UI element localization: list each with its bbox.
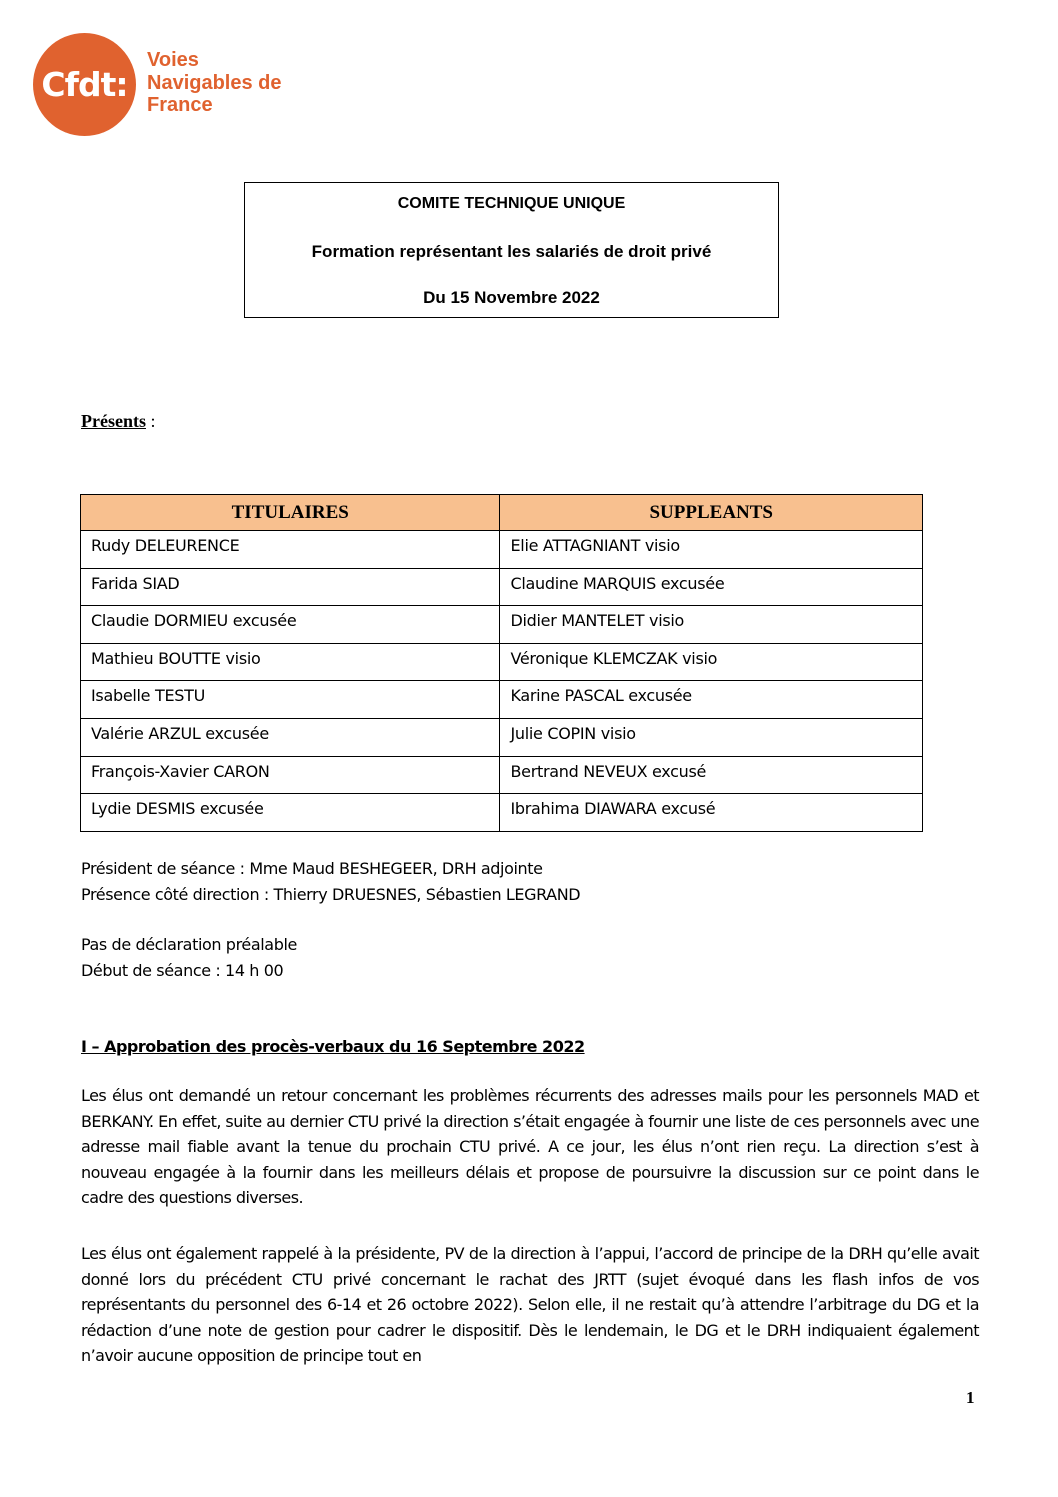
page-number: 1 [966, 1388, 975, 1407]
presents-suffix: : [145, 411, 156, 431]
suppleant-cell: Claudine MARQUIS excusée [500, 568, 923, 606]
session-start-time: Début de séance : 14 h 00 [81, 961, 284, 980]
body-paragraph: Les élus ont également rappelé à la présidente, PV de la direction à l’appui, l’accord de principe de la DRH qu’elle avait donné lors du précédent CTU privé concernant le rachat des JRTT (sujet évoqué dans les flash infos de vos représentants du personnel des 6-14 et 26 octobre 2022). Selon elle, il ne restait qu’à attendre l’arbitrage du DG et la rédaction d’une note de gestion pour cadrer le dispositif. Dès le lendemain, le DG et le DRH indiquaient également n’avoir aucune opposition de principe tout en [81, 1244, 979, 1366]
table-row [81, 794, 923, 832]
document-subtitle: Formation représentant les salariés de droit privé [311, 242, 712, 261]
logo-org-line: Navigables de [147, 71, 282, 94]
session-president: Président de séance : Mme Maud BESHEGEER, DRH adjointe [81, 859, 543, 878]
table-row [81, 531, 923, 569]
table-row [81, 756, 923, 794]
document-title: COMITE TECHNIQUE UNIQUE [397, 195, 626, 212]
titulaire-cell: Lydie DESMIS excusée [81, 794, 500, 832]
table-header-row [81, 495, 923, 531]
suppleant-cell: Ibrahima DIAWARA excusé [500, 794, 923, 832]
table-row [81, 643, 923, 681]
suppleant-cell: Véronique KLEMCZAK visio [500, 643, 923, 681]
table-row [81, 718, 923, 756]
titulaire-cell: Valérie ARZUL excusée [81, 718, 500, 756]
table-row [81, 681, 923, 719]
titulaire-cell: Rudy DELEURENCE [81, 531, 500, 569]
suppleant-cell: Julie COPIN visio [500, 718, 923, 756]
presents-heading [81, 411, 156, 432]
titulaire-cell: Mathieu BOUTTE visio [81, 643, 500, 681]
declaration-status: Pas de déclaration préalable [81, 935, 297, 954]
column-header-suppleants: SUPPLEANTS [500, 495, 923, 531]
titulaire-cell: Farida SIAD [81, 568, 500, 606]
suppleant-cell: Karine PASCAL excusée [500, 681, 923, 719]
logo-mark-text: Cfdt: [41, 65, 128, 104]
titulaire-cell: François-Xavier CARON [81, 756, 500, 794]
column-header-titulaires: TITULAIRES [81, 495, 500, 531]
logo-org-name [147, 49, 282, 117]
titulaire-cell: Isabelle TESTU [81, 681, 500, 719]
suppleant-cell: Bertrand NEVEUX excusé [500, 756, 923, 794]
cfdt-logo [33, 33, 343, 143]
logo-org-line: Voies [147, 49, 199, 71]
direction-presence: Présence côté direction : Thierry DRUESNES, Sébastien LEGRAND [81, 885, 581, 904]
logo-mark [33, 33, 136, 136]
table-row [81, 568, 923, 606]
document-date: Du 15 Novembre 2022 [423, 288, 600, 307]
table-row [81, 606, 923, 644]
suppleant-cell: Didier MANTELET visio [500, 606, 923, 644]
logo-org-line: France [147, 94, 213, 116]
suppleant-cell: Elie ATTAGNIANT visio [500, 531, 923, 569]
body-paragraph: Les élus ont demandé un retour concernant les problèmes récurrents des adresses mails pour les personnels MAD et BERKANY. En effet, suite au dernier CTU privé la direction s’était engagée à fournir une liste de ces personnels avec une adresse mail fiable avant la tenue du prochain CTU privé. A ce jour, les élus n’ont rien reçu. La direction s’est à nouveau engagée à la fournir dans les meilleurs délais et propose de poursuivre la discussion sur ce point dans le cadre des questions diverses. [81, 1086, 979, 1208]
titulaire-cell: Claudie DORMIEU excusée [81, 606, 500, 644]
members-table [80, 494, 923, 832]
document-title-box [244, 182, 779, 318]
presents-label: Présents [81, 411, 146, 431]
section-heading: I – Approbation des procès-verbaux du 16 Septembre 2022 [81, 1037, 585, 1056]
